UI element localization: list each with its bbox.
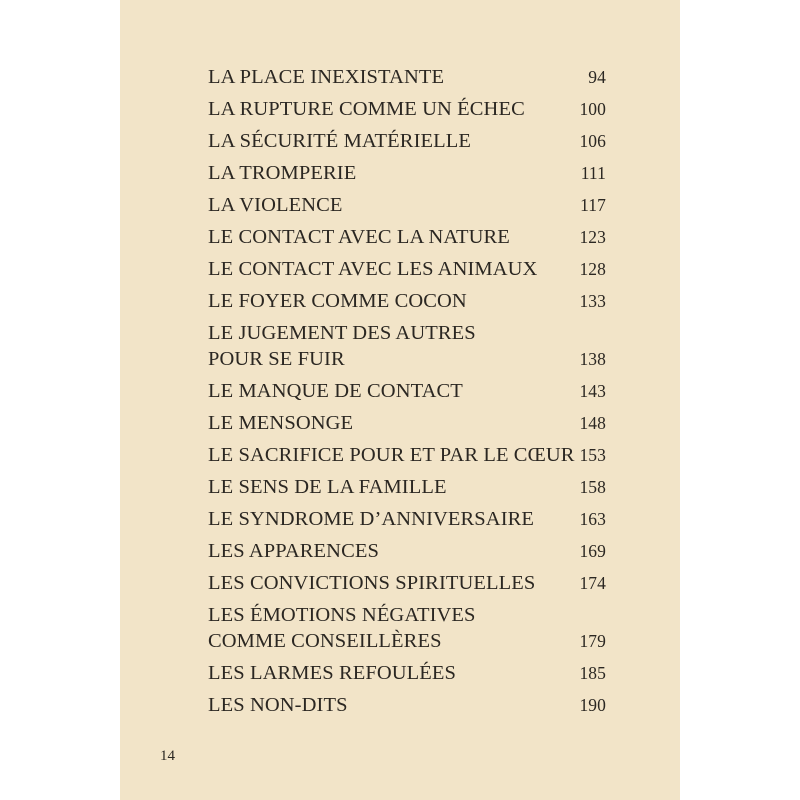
toc-entry-title-line: LE SACRIFICE POUR ET PAR LE CŒUR xyxy=(208,444,575,466)
toc-entry-page-number: 111 xyxy=(580,163,606,183)
toc-entry-page-number: 128 xyxy=(579,259,606,279)
toc-entry xyxy=(208,506,606,532)
toc-entry xyxy=(208,256,606,282)
toc-entry-page-number: 123 xyxy=(579,227,606,247)
toc-entry-page-number: 100 xyxy=(579,99,606,119)
toc-entry-title xyxy=(208,442,575,468)
page-number: 14 xyxy=(160,748,175,764)
toc-entry-title-line: LE SYNDROME D’ANNIVERSAIRE xyxy=(208,508,535,530)
toc-entry xyxy=(208,128,606,154)
book-page xyxy=(120,0,680,800)
toc-entry xyxy=(208,474,606,500)
toc-entry-page-number: 158 xyxy=(579,477,606,497)
toc-entry xyxy=(208,410,606,436)
toc-entry xyxy=(208,64,606,90)
toc-entry xyxy=(208,570,606,596)
toc-entry xyxy=(208,96,606,122)
toc-entry-title-line: LE SENS DE LA FAMILLE xyxy=(208,476,447,498)
toc-entry-page-number: 148 xyxy=(579,413,606,433)
toc-entry-title-line: LE FOYER COMME COCON xyxy=(208,290,467,312)
toc-entry-page-number: 94 xyxy=(588,67,606,87)
toc-entry-title xyxy=(208,320,476,372)
toc-entry-title xyxy=(208,692,348,718)
toc-entry-page-number: 117 xyxy=(580,195,606,215)
toc-entry-title-line: LA VIOLENCE xyxy=(208,194,343,216)
toc-entry-title-line: LA PLACE INEXISTANTE xyxy=(208,66,445,88)
toc-entry-title-line: COMME CONSEILLÈRES xyxy=(208,630,442,652)
toc-entry-title xyxy=(208,602,476,654)
toc-entry-title xyxy=(208,378,463,404)
toc-entry-title xyxy=(208,410,353,436)
toc-entry-page-number: 133 xyxy=(579,291,606,311)
toc-entry xyxy=(208,602,606,654)
toc-entry xyxy=(208,378,606,404)
toc-entry-page-number: 179 xyxy=(579,631,606,651)
toc-entry-page-number: 174 xyxy=(579,573,606,593)
toc-entry xyxy=(208,160,606,186)
toc-entry-page-number: 185 xyxy=(579,663,606,683)
toc-entry-title-line: LE CONTACT AVEC LA NATURE xyxy=(208,226,510,248)
toc-entry-title-line: LA RUPTURE COMME UN ÉCHEC xyxy=(208,98,525,120)
toc-entry-title-line: LE MANQUE DE CONTACT xyxy=(208,380,463,402)
toc-entry-title-line: LA TROMPERIE xyxy=(208,162,357,184)
toc-entry-title-line: LES NON-DITS xyxy=(208,694,348,716)
table-of-contents xyxy=(208,64,606,724)
toc-entry-title xyxy=(208,288,467,314)
toc-entry-title xyxy=(208,474,447,500)
toc-entry-title-line: POUR SE FUIR xyxy=(208,348,345,370)
toc-entry xyxy=(208,288,606,314)
toc-entry-title xyxy=(208,538,379,564)
toc-entry xyxy=(208,224,606,250)
toc-entry-title-line: LES ÉMOTIONS NÉGATIVES xyxy=(208,604,476,626)
toc-entry-title xyxy=(208,256,537,282)
toc-entry-title xyxy=(208,570,535,596)
toc-entry-title xyxy=(208,192,343,218)
toc-entry-title xyxy=(208,160,356,186)
toc-entry-title-line: LES CONVICTIONS SPIRITUELLES xyxy=(208,572,536,594)
toc-entry-page-number: 138 xyxy=(579,349,606,369)
toc-entry-title xyxy=(208,660,456,686)
toc-entry-title-line: LE CONTACT AVEC LES ANIMAUX xyxy=(208,258,538,280)
toc-entry-title-line: LE MENSONGE xyxy=(208,412,354,434)
toc-entry-title xyxy=(208,96,525,122)
toc-entry-title-line: LA SÉCURITÉ MATÉRIELLE xyxy=(208,130,471,152)
toc-entry xyxy=(208,538,606,564)
toc-entry xyxy=(208,660,606,686)
toc-entry-title xyxy=(208,224,510,250)
toc-entry xyxy=(208,320,606,372)
toc-entry-title xyxy=(208,506,534,532)
toc-entry xyxy=(208,442,606,468)
toc-entry-title-line: LES LARMES REFOULÉES xyxy=(208,662,457,684)
toc-entry-page-number: 153 xyxy=(579,445,606,465)
toc-entry-title-line: LE JUGEMENT DES AUTRES xyxy=(208,322,476,344)
toc-entry-page-number: 106 xyxy=(579,131,606,151)
toc-entry xyxy=(208,692,606,718)
toc-entry-title-line: LES APPARENCES xyxy=(208,540,379,562)
toc-entry-page-number: 169 xyxy=(579,541,606,561)
toc-entry-page-number: 143 xyxy=(579,381,606,401)
toc-entry-page-number: 190 xyxy=(579,695,606,715)
toc-entry-title xyxy=(208,128,471,154)
toc-entry-title xyxy=(208,64,444,90)
toc-entry xyxy=(208,192,606,218)
toc-entry-page-number: 163 xyxy=(579,509,606,529)
